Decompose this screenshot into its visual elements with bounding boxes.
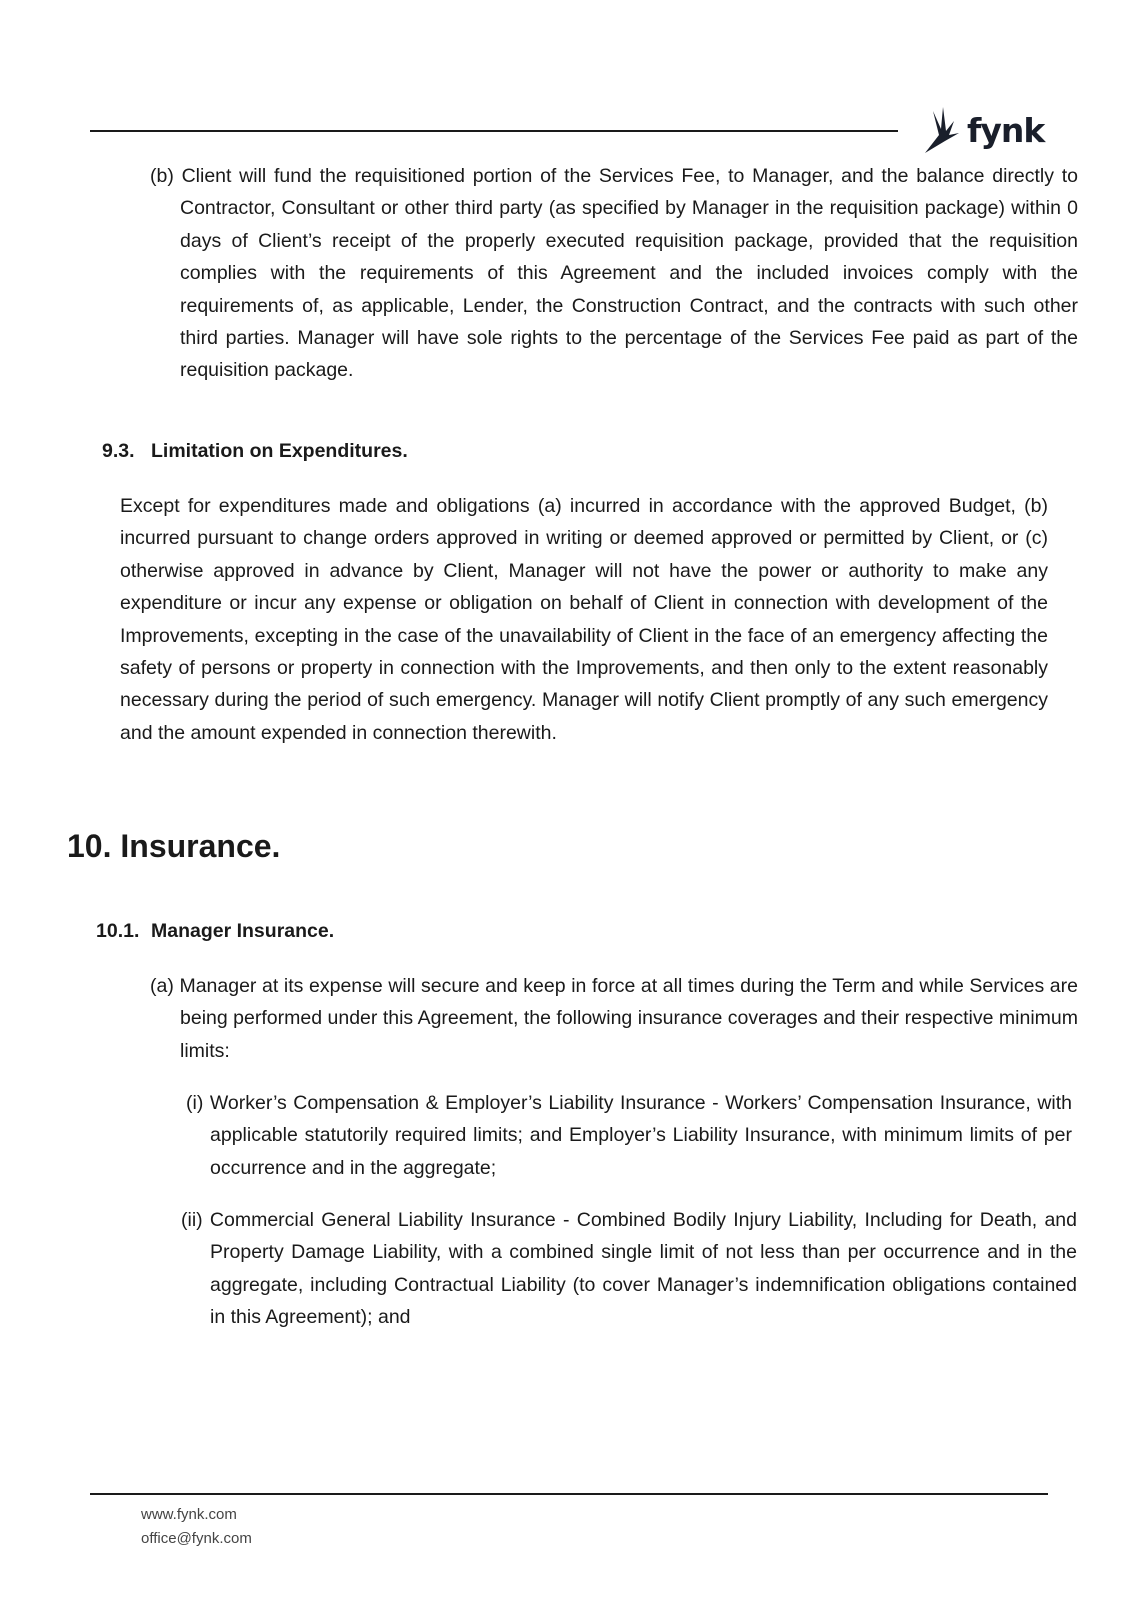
section-10-1-heading <box>96 919 334 943</box>
clause-9-2-b <box>150 160 1078 387</box>
clause-10-1-a-i <box>186 1087 1072 1184</box>
brand-name: fynk <box>967 110 1045 150</box>
section-title: Limitation on Expenditures. <box>151 440 408 462</box>
footer-website[interactable]: www.fynk.com <box>141 1506 237 1523</box>
clause-text: Worker’s Compensation & Employer’s Liability Insurance - Workers’ Compensation Insurance, with applicable statutorily required limits; and Employer’s Liability Insurance, with minimum limits of per occurrence and in the aggregate; <box>209 1092 1072 1179</box>
bird-logo-icon <box>923 105 961 155</box>
clause-marker: (i) <box>186 1092 204 1114</box>
section-number: 10.1. <box>96 920 140 942</box>
footer-divider <box>90 1493 1048 1495</box>
section-9-3-heading <box>102 439 408 463</box>
section-title: Manager Insurance. <box>151 920 335 942</box>
clause-10-1-a-ii <box>181 1204 1077 1334</box>
header-divider <box>90 130 898 132</box>
brand-logo <box>923 104 1044 156</box>
clause-marker: (b) <box>150 165 174 187</box>
footer-email[interactable]: office@fynk.com <box>141 1530 252 1547</box>
section-10-heading: 10. Insurance. <box>67 828 281 864</box>
clause-marker: (ii) <box>181 1209 203 1231</box>
section-9-3-body: Except for expenditures made and obligations (a) incurred in accordance with the approved Budget, (b) incurred pursuant to change orders approved in writing or deemed approved or permitted by Client, or (c) otherwise approved in advance by Client, Manager will not have the power or authority to make any expenditure or incur any expense or obligation on behalf of Client in connection with development of the Improvements, excepting in the case of the unavailability of Client in the face of an emergency affecting the safety of persons or property in connection with the Improvements, and then only to the extent reasonably necessary during the period of such emergency. Manager will notify Client promptly of any such emergency and the amount expended in connection therewith. <box>120 495 1048 744</box>
clause-10-1-a <box>150 970 1078 1067</box>
section-number: 9.3. <box>102 440 135 462</box>
clause-text: Commercial General Liability Insurance - Combined Bodily Injury Liability, Including for Death, and Property Damage Liability, with a combined single limit of not less than per occurrence and in the aggregate, including Contractual Liability (to cover Manager’s indemnification obligations contained in this Agreement); and <box>209 1209 1078 1329</box>
clause-marker: (a) <box>150 975 174 997</box>
clause-text: Manager at its expense will secure and keep in force at all times during the Term and while Services are being performed under this Agreement, the following insurance coverages and their respective minimum limits: <box>179 975 1078 1062</box>
clause-text: Client will fund the requisitioned portion of the Services Fee, to Manager, and the balance directly to Contractor, Consultant or other third party (as specified by Manager in the requisition package) within 0 days of Client’s receipt of the properly executed requisition package, provided that the requisition complies with the requirements of this Agreement and the included invoices comply with the requirements of, as applicable, Lender, the Construction Contract, and the contracts with such other third parties. Manager will have sole rights to the percentage of the Services Fee paid as part of the requisition package. <box>180 165 1078 382</box>
